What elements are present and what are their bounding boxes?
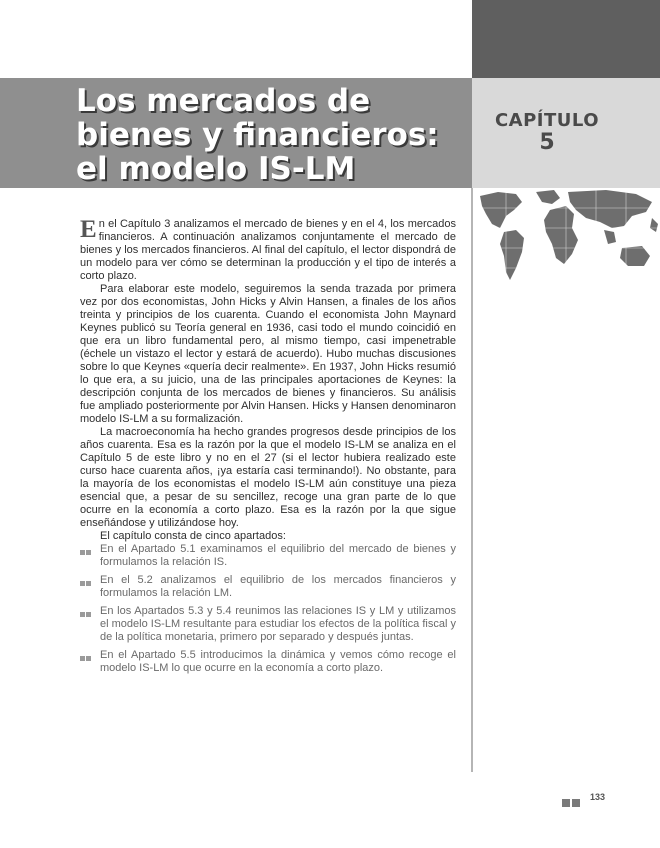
drop-cap: E xyxy=(80,216,97,243)
bullet-squares-icon xyxy=(80,652,92,660)
list-item-text: En el Apartado 5.5 introducimos la dinámica y vemos cómo recoge el modelo IS-LM lo que ocurre en la economía a corto plazo. xyxy=(100,649,456,674)
list-item xyxy=(80,649,456,675)
intro-paragraph xyxy=(80,218,456,283)
corner-block xyxy=(472,0,660,78)
list-item-text: En el Apartado 5.1 examinamos el equilibrio del mercado de bienes y formulamos la relación IS. xyxy=(100,543,456,568)
sections-list xyxy=(80,543,456,675)
footer-squares-icon xyxy=(562,794,584,802)
chapter-title xyxy=(76,84,466,186)
intro-paragraph-text: n el Capítulo 3 analizamos el mercado de bienes y en el 4, los mercados financieros. A continuación analizamos conjuntamente el mercado de bienes y los mercados financieros. Al final del capítulo, el lector dispondrá de un modelo para ver cómo se determinan la producción y el tipo de interés a corto plazo. xyxy=(80,218,456,282)
bullet-squares-icon xyxy=(80,577,92,585)
list-item xyxy=(80,574,456,600)
chapter-title-line: el modelo IS-LM xyxy=(76,151,356,187)
list-item-text: En los Apartados 5.3 y 5.4 reunimos las relaciones IS y LM y utilizamos el modelo IS-LM resultante para estudiar los efectos de la política fiscal y de la política monetaria, primero por separado y después juntas. xyxy=(100,605,456,643)
bullet-squares-icon xyxy=(80,608,92,616)
list-item xyxy=(80,605,456,644)
list-item-text: En el 5.2 analizamos el equilibrio de los mercados financieros y formulamos la relación LM. xyxy=(100,574,456,599)
world-map-icon xyxy=(476,188,660,298)
chapter-title-line: bienes y financieros: xyxy=(76,117,439,153)
chapter-label: CAPÍTULO xyxy=(494,110,600,131)
paragraph-relevance: La macroeconomía ha hecho grandes progresos desde principios de los años cuarenta. Esa es la razón por la que el modelo IS-LM se analiza en el Capítulo 5 de este libro y no en el 27 (si el lector hubiera realizado este curso hace cuarenta años, ¡ya estaría casi terminando!). No obstante, para la mayoría de los economistas el modelo IS-LM aún constituye una pieza esencial que, a pesar de su sencillez, recoge una gran parte de lo que ocurre en la economía a corto plazo. Esa es la razón por la que sigue enseñándose y utilizándose hoy. xyxy=(80,426,456,529)
chapter-number: 5 xyxy=(539,130,555,155)
paragraph-history: Para elaborar este modelo, seguiremos la senda trazada por primera vez por dos economistas, John Hicks y Alvin Hansen, a finales de los años treinta y principios de los cuarenta. Cuando el economista John Maynard Keynes publicó su Teoría general en 1936, casi todo el mundo coincidió en que era un libro fundamental pero, al mismo tiempo, casi impenetrable (échele un vistazo el lector y estará de acuerdo). Hubo muchas discusiones sobre lo que Keynes «quería decir realmente». En 1937, John Hicks resumió lo que era, a su juicio, una de las principales aportaciones de Keynes: la descripción conjunta de los mercados de bienes y financieros. Su análisis fue ampliado posteriormente por Alvin Hansen. Hicks y Hansen denominaron modelo IS-LM a su formalización. xyxy=(80,283,456,425)
margin-rule xyxy=(471,188,473,772)
bullet-squares-icon xyxy=(80,546,92,554)
sections-intro: El capítulo consta de cinco apartados: xyxy=(100,530,286,542)
page-number: 133 xyxy=(590,792,606,802)
chapter-intro-text xyxy=(80,218,456,680)
chapter-title-line: Los mercados de xyxy=(76,83,371,119)
list-item xyxy=(80,543,456,569)
